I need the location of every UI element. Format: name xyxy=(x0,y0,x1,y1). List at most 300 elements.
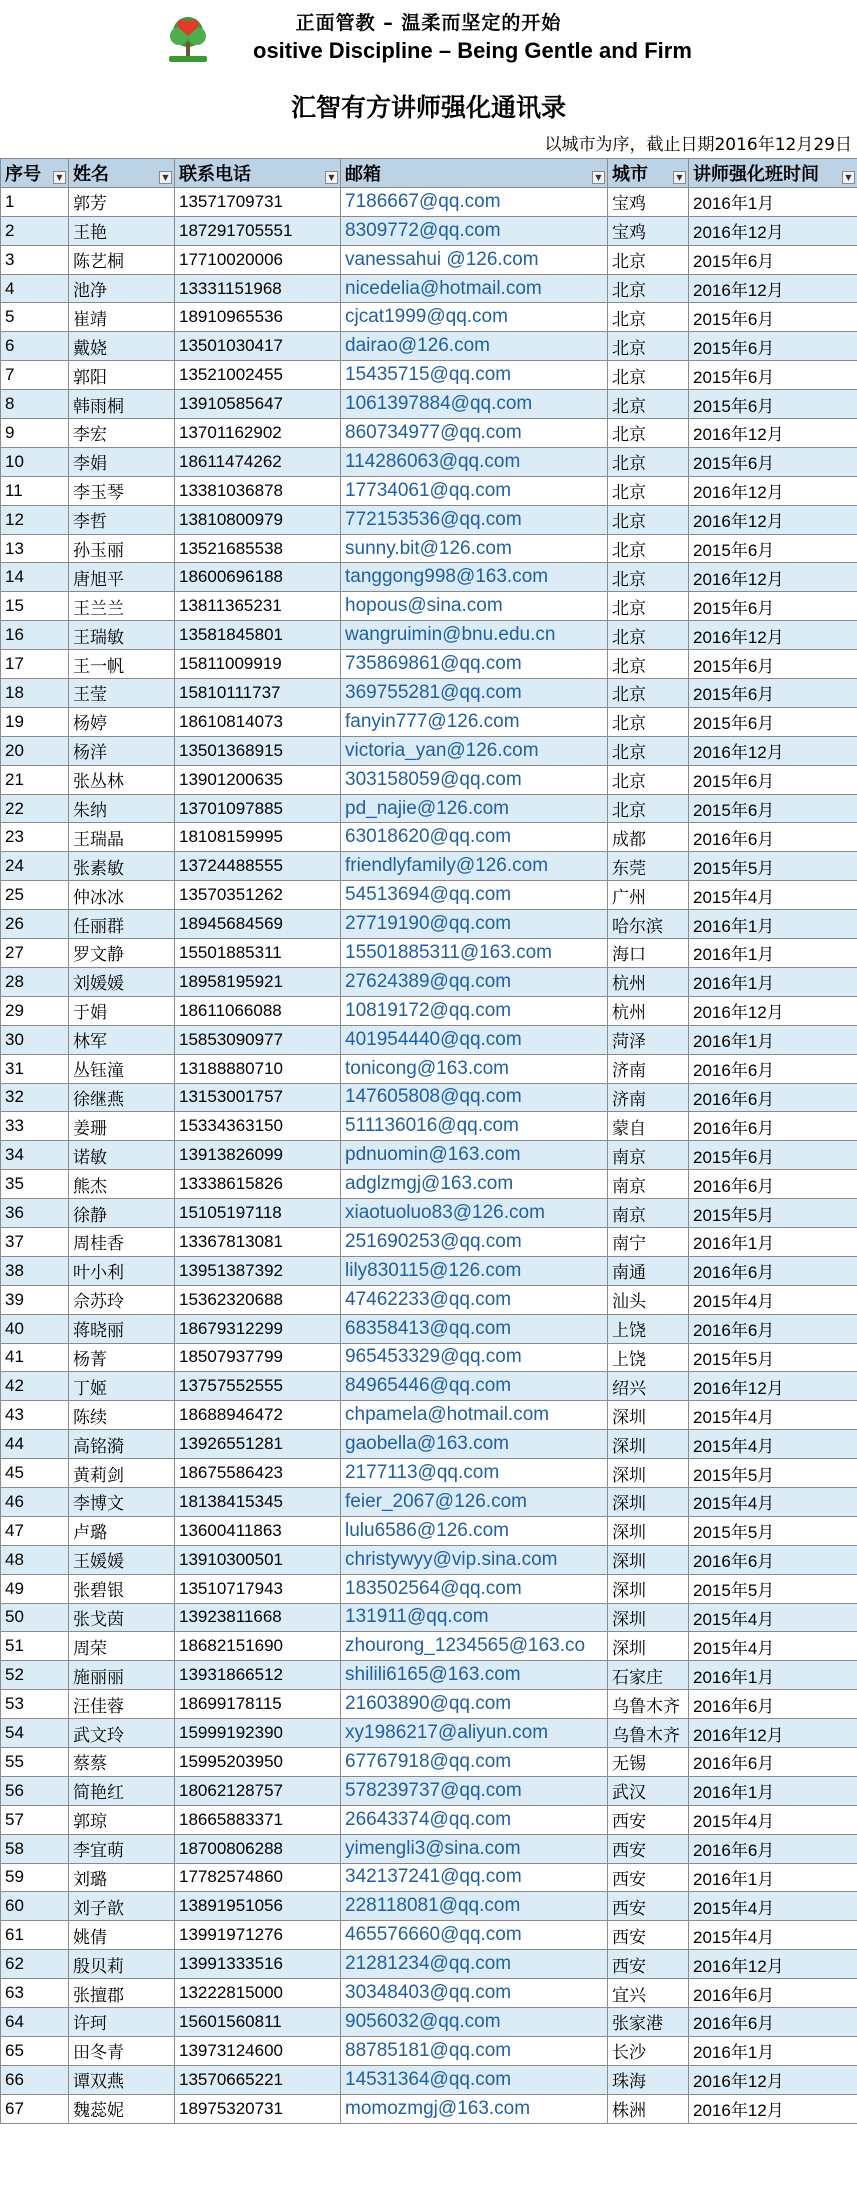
cell-email[interactable]: 15435715@qq.com xyxy=(341,361,608,390)
cell-phone: 13521685538 xyxy=(175,534,341,563)
cell-name: 卢璐 xyxy=(69,1516,175,1545)
cell-email[interactable]: zhourong_1234565@163.co xyxy=(341,1632,608,1661)
cell-phone: 13153001757 xyxy=(175,1083,341,1112)
cell-phone: 18688946472 xyxy=(175,1401,341,1430)
cell-email[interactable]: 84965446@qq.com xyxy=(341,1372,608,1401)
contact-table xyxy=(0,158,857,2124)
cell-class-date: 2015年6月 xyxy=(689,534,857,563)
table-row xyxy=(1,1776,857,1805)
cell-index: 20 xyxy=(1,736,69,765)
cell-name: 汪佳蓉 xyxy=(69,1690,175,1719)
cell-index: 18 xyxy=(1,679,69,708)
cell-class-date: 2015年5月 xyxy=(689,1516,857,1545)
filter-dropdown-icon[interactable]: ▼ xyxy=(842,171,855,184)
cell-email[interactable]: 342137241@qq.com xyxy=(341,1863,608,1892)
cell-city: 北京 xyxy=(608,505,689,534)
cell-phone: 187291705551 xyxy=(175,216,341,245)
cell-phone: 13931866512 xyxy=(175,1661,341,1690)
cell-index: 62 xyxy=(1,1950,69,1979)
cell-name: 罗文静 xyxy=(69,939,175,968)
cell-city: 上饶 xyxy=(608,1314,689,1343)
cell-index: 58 xyxy=(1,1834,69,1863)
cell-class-date: 2015年4月 xyxy=(689,1892,857,1921)
cell-email[interactable]: vanessahui @126.com xyxy=(341,245,608,274)
cell-city: 深圳 xyxy=(608,1545,689,1574)
cell-email[interactable]: shilili6165@163.com xyxy=(341,1661,608,1690)
cell-city: 北京 xyxy=(608,419,689,448)
cell-name: 周荣 xyxy=(69,1632,175,1661)
table-row xyxy=(1,1199,857,1228)
cell-city: 深圳 xyxy=(608,1459,689,1488)
cell-name: 施丽丽 xyxy=(69,1661,175,1690)
cell-class-date: 2016年12月 xyxy=(689,1950,857,1979)
cell-index: 13 xyxy=(1,534,69,563)
table-row xyxy=(1,216,857,245)
cell-email[interactable]: 9056032@qq.com xyxy=(341,2008,608,2037)
cell-email[interactable]: 114286063@qq.com xyxy=(341,447,608,476)
cell-class-date: 2015年6月 xyxy=(689,707,857,736)
cell-city: 宝鸡 xyxy=(608,187,689,216)
cell-email[interactable]: 17734061@qq.com xyxy=(341,476,608,505)
cell-name: 张丛林 xyxy=(69,765,175,794)
cell-name: 姜珊 xyxy=(69,1112,175,1141)
table-row xyxy=(1,823,857,852)
cell-phone: 15334363150 xyxy=(175,1112,341,1141)
column-header-phone[interactable] xyxy=(175,159,341,188)
cell-class-date: 2015年6月 xyxy=(689,390,857,419)
cell-class-date: 2015年4月 xyxy=(689,1921,857,1950)
table-row xyxy=(1,592,857,621)
cell-index: 4 xyxy=(1,274,69,303)
header-title-en: ositive Discipline – Being Gentle and Firm xyxy=(253,38,692,63)
cell-index: 36 xyxy=(1,1199,69,1228)
cell-city: 北京 xyxy=(608,592,689,621)
cell-name: 杨婷 xyxy=(69,707,175,736)
cell-email[interactable]: chpamela@hotmail.com xyxy=(341,1401,608,1430)
cell-class-date: 2015年5月 xyxy=(689,1459,857,1488)
cell-class-date: 2016年12月 xyxy=(689,2065,857,2094)
filter-dropdown-icon[interactable]: ▼ xyxy=(159,171,172,184)
filter-dropdown-icon[interactable]: ▼ xyxy=(673,171,686,184)
cell-email[interactable]: momozmgj@163.com xyxy=(341,2094,608,2123)
cell-city: 北京 xyxy=(608,679,689,708)
cell-index: 42 xyxy=(1,1372,69,1401)
table-row xyxy=(1,1574,857,1603)
cell-name: 姚倩 xyxy=(69,1921,175,1950)
cell-city: 南宁 xyxy=(608,1227,689,1256)
cell-class-date: 2015年6月 xyxy=(689,361,857,390)
filter-dropdown-icon[interactable]: ▼ xyxy=(592,171,605,184)
cell-email[interactable]: 772153536@qq.com xyxy=(341,505,608,534)
cell-index: 44 xyxy=(1,1430,69,1459)
cell-index: 11 xyxy=(1,476,69,505)
table-row xyxy=(1,1314,857,1343)
cell-phone: 18679312299 xyxy=(175,1314,341,1343)
cell-city: 珠海 xyxy=(608,2065,689,2094)
cell-email[interactable]: 15501885311@163.com xyxy=(341,939,608,968)
cell-city: 北京 xyxy=(608,245,689,274)
cell-index: 10 xyxy=(1,447,69,476)
header-title-cn: 正面管教 – 温柔而坚定的开始 xyxy=(295,12,562,34)
cell-city: 杭州 xyxy=(608,967,689,996)
cell-city: 长沙 xyxy=(608,2036,689,2065)
table-row xyxy=(1,621,857,650)
table-row xyxy=(1,1921,857,1950)
cell-email[interactable]: cjcat1999@qq.com xyxy=(341,303,608,332)
table-row xyxy=(1,245,857,274)
cell-index: 48 xyxy=(1,1545,69,1574)
cell-index: 6 xyxy=(1,332,69,361)
cell-name: 黄莉剑 xyxy=(69,1459,175,1488)
table-row xyxy=(1,1430,857,1459)
cell-index: 35 xyxy=(1,1170,69,1199)
cell-email[interactable]: 578239737@qq.com xyxy=(341,1776,608,1805)
cell-email[interactable]: 860734977@qq.com xyxy=(341,419,608,448)
cell-name: 于娟 xyxy=(69,996,175,1025)
cell-email[interactable]: lulu6586@126.com xyxy=(341,1516,608,1545)
cell-phone: 13381036878 xyxy=(175,476,341,505)
cell-name: 李博文 xyxy=(69,1487,175,1516)
table-row xyxy=(1,765,857,794)
cell-email[interactable]: 251690253@qq.com xyxy=(341,1227,608,1256)
cell-name: 殷贝莉 xyxy=(69,1950,175,1979)
cell-phone: 18507937799 xyxy=(175,1343,341,1372)
cell-phone: 18675586423 xyxy=(175,1459,341,1488)
cell-index: 65 xyxy=(1,2036,69,2065)
cell-email[interactable]: 54513694@qq.com xyxy=(341,881,608,910)
cell-index: 14 xyxy=(1,563,69,592)
table-row xyxy=(1,1892,857,1921)
cell-class-date: 2016年1月 xyxy=(689,2036,857,2065)
cell-name: 叶小利 xyxy=(69,1256,175,1285)
cell-name: 李娟 xyxy=(69,447,175,476)
table-row xyxy=(1,1112,857,1141)
cell-name: 蒋晓丽 xyxy=(69,1314,175,1343)
cell-name: 刘璐 xyxy=(69,1863,175,1892)
cell-city: 东莞 xyxy=(608,852,689,881)
table-row xyxy=(1,1805,857,1834)
cell-city: 北京 xyxy=(608,274,689,303)
cell-name: 王莹 xyxy=(69,679,175,708)
column-label: 姓名 xyxy=(73,163,109,185)
cell-name: 丁姬 xyxy=(69,1372,175,1401)
table-row xyxy=(1,447,857,476)
cell-city: 石家庄 xyxy=(608,1661,689,1690)
cell-email[interactable]: 131911@qq.com xyxy=(341,1603,608,1632)
cell-city: 北京 xyxy=(608,447,689,476)
cell-name: 王兰兰 xyxy=(69,592,175,621)
cell-index: 21 xyxy=(1,765,69,794)
table-row xyxy=(1,187,857,216)
cell-phone: 18611474262 xyxy=(175,447,341,476)
table-row xyxy=(1,650,857,679)
cell-index: 29 xyxy=(1,996,69,1025)
cell-name: 丛钰潼 xyxy=(69,1054,175,1083)
table-row xyxy=(1,419,857,448)
cell-name: 李宏 xyxy=(69,419,175,448)
cell-class-date: 2015年6月 xyxy=(689,650,857,679)
table-row xyxy=(1,1690,857,1719)
cell-city: 绍兴 xyxy=(608,1372,689,1401)
cell-email[interactable]: friendlyfamily@126.com xyxy=(341,852,608,881)
cell-class-date: 2016年6月 xyxy=(689,1256,857,1285)
cell-name: 张碧银 xyxy=(69,1574,175,1603)
table-row xyxy=(1,534,857,563)
cell-email[interactable]: pd_najie@126.com xyxy=(341,794,608,823)
cell-phone: 13811365231 xyxy=(175,592,341,621)
cell-name: 熊杰 xyxy=(69,1170,175,1199)
cell-email[interactable]: 88785181@qq.com xyxy=(341,2036,608,2065)
cell-index: 12 xyxy=(1,505,69,534)
cell-phone: 13951387392 xyxy=(175,1256,341,1285)
cell-class-date: 2016年6月 xyxy=(689,1314,857,1343)
cell-email[interactable]: 401954440@qq.com xyxy=(341,1025,608,1054)
cell-name: 谭双燕 xyxy=(69,2065,175,2094)
cell-phone: 13810800979 xyxy=(175,505,341,534)
cell-city: 北京 xyxy=(608,361,689,390)
cell-class-date: 2016年12月 xyxy=(689,2094,857,2123)
cell-class-date: 2016年12月 xyxy=(689,621,857,650)
cell-class-date: 2015年4月 xyxy=(689,1285,857,1314)
cell-name: 李宜萌 xyxy=(69,1834,175,1863)
cell-email[interactable]: 68358413@qq.com xyxy=(341,1314,608,1343)
cell-email[interactable]: 47462233@qq.com xyxy=(341,1285,608,1314)
cell-index: 28 xyxy=(1,967,69,996)
cell-city: 广州 xyxy=(608,881,689,910)
cell-city: 深圳 xyxy=(608,1401,689,1430)
column-header-email[interactable] xyxy=(341,159,608,188)
cell-email[interactable]: 27719190@qq.com xyxy=(341,910,608,939)
cell-email[interactable]: 30348403@qq.com xyxy=(341,1979,608,2008)
cell-email[interactable]: sunny.bit@126.com xyxy=(341,534,608,563)
table-row xyxy=(1,1863,857,1892)
cell-email[interactable]: lily830115@126.com xyxy=(341,1256,608,1285)
table-row xyxy=(1,1170,857,1199)
cell-city: 成都 xyxy=(608,823,689,852)
cell-phone: 18665883371 xyxy=(175,1805,341,1834)
cell-class-date: 2016年6月 xyxy=(689,1545,857,1574)
cell-email[interactable]: 63018620@qq.com xyxy=(341,823,608,852)
table-body xyxy=(1,187,857,2123)
cell-email[interactable]: yimengli3@sina.com xyxy=(341,1834,608,1863)
cell-index: 23 xyxy=(1,823,69,852)
cell-phone: 15501885311 xyxy=(175,939,341,968)
cell-class-date: 2016年12月 xyxy=(689,505,857,534)
cell-name: 林军 xyxy=(69,1025,175,1054)
cell-email[interactable]: 465576660@qq.com xyxy=(341,1921,608,1950)
cell-city: 株洲 xyxy=(608,2094,689,2123)
cell-class-date: 2016年6月 xyxy=(689,1054,857,1083)
cell-email[interactable]: christywyy@vip.sina.com xyxy=(341,1545,608,1574)
cell-class-date: 2016年1月 xyxy=(689,187,857,216)
cell-email[interactable]: xy1986217@aliyun.com xyxy=(341,1719,608,1748)
cell-index: 15 xyxy=(1,592,69,621)
cell-index: 37 xyxy=(1,1227,69,1256)
cell-name: 简艳红 xyxy=(69,1776,175,1805)
cell-email[interactable]: 27624389@qq.com xyxy=(341,967,608,996)
cell-index: 46 xyxy=(1,1487,69,1516)
table-row xyxy=(1,1516,857,1545)
cell-phone: 13501368915 xyxy=(175,736,341,765)
cell-phone: 15362320688 xyxy=(175,1285,341,1314)
cell-index: 63 xyxy=(1,1979,69,2008)
cell-name: 徐静 xyxy=(69,1199,175,1228)
cell-email[interactable]: 21281234@qq.com xyxy=(341,1950,608,1979)
cell-city: 深圳 xyxy=(608,1487,689,1516)
page-header xyxy=(0,0,857,78)
cell-name: 韩雨桐 xyxy=(69,390,175,419)
cell-city: 蒙自 xyxy=(608,1112,689,1141)
cell-email[interactable]: pdnuomin@163.com xyxy=(341,1141,608,1170)
cell-class-date: 2015年5月 xyxy=(689,1343,857,1372)
filter-dropdown-icon[interactable]: ▼ xyxy=(325,171,338,184)
cell-phone: 13367813081 xyxy=(175,1227,341,1256)
cell-name: 郭阳 xyxy=(69,361,175,390)
cell-name: 池净 xyxy=(69,274,175,303)
cell-email[interactable]: 14531364@qq.com xyxy=(341,2065,608,2094)
cell-city: 南京 xyxy=(608,1199,689,1228)
cell-email[interactable]: 183502564@qq.com xyxy=(341,1574,608,1603)
cell-index: 53 xyxy=(1,1690,69,1719)
cell-phone: 13501030417 xyxy=(175,332,341,361)
cell-email[interactable]: hopous@sina.com xyxy=(341,592,608,621)
cell-email[interactable]: 228118081@qq.com xyxy=(341,1892,608,1921)
cell-phone: 18138415345 xyxy=(175,1487,341,1516)
cell-email[interactable]: wangruimin@bnu.edu.cn xyxy=(341,621,608,650)
cell-index: 64 xyxy=(1,2008,69,2037)
cell-email[interactable]: tonicong@163.com xyxy=(341,1054,608,1083)
cell-name: 刘子歆 xyxy=(69,1892,175,1921)
table-row xyxy=(1,1054,857,1083)
cell-index: 59 xyxy=(1,1863,69,1892)
cell-index: 51 xyxy=(1,1632,69,1661)
cell-email[interactable]: 147605808@qq.com xyxy=(341,1083,608,1112)
cell-email[interactable]: 1061397884@qq.com xyxy=(341,390,608,419)
cell-phone: 18910965536 xyxy=(175,303,341,332)
cell-email[interactable]: nicedelia@hotmail.com xyxy=(341,274,608,303)
table-row xyxy=(1,505,857,534)
cell-email[interactable]: 511136016@qq.com xyxy=(341,1112,608,1141)
cell-phone: 18600696188 xyxy=(175,563,341,592)
table-row xyxy=(1,1979,857,2008)
column-header-name[interactable] xyxy=(69,159,175,188)
table-row xyxy=(1,1661,857,1690)
table-row xyxy=(1,852,857,881)
cell-city: 济南 xyxy=(608,1083,689,1112)
column-header-index[interactable] xyxy=(1,159,69,188)
cell-email[interactable]: adglzmgj@163.com xyxy=(341,1170,608,1199)
cell-email[interactable]: 7186667@qq.com xyxy=(341,187,608,216)
cell-index: 19 xyxy=(1,707,69,736)
cell-name: 李玉琴 xyxy=(69,476,175,505)
column-header-city[interactable] xyxy=(608,159,689,188)
page-title: 汇智有方讲师强化通讯录 xyxy=(290,93,566,122)
cell-phone: 17710020006 xyxy=(175,245,341,274)
cell-email[interactable]: 26643374@qq.com xyxy=(341,1805,608,1834)
cell-email[interactable]: xiaotuoluo83@126.com xyxy=(341,1199,608,1228)
cell-phone: 18700806288 xyxy=(175,1834,341,1863)
filter-dropdown-icon[interactable]: ▼ xyxy=(53,171,66,184)
cell-name: 高铭漪 xyxy=(69,1430,175,1459)
cell-phone: 15999192390 xyxy=(175,1719,341,1748)
cell-class-date: 2015年6月 xyxy=(689,679,857,708)
cell-email[interactable]: 10819172@qq.com xyxy=(341,996,608,1025)
cell-city: 乌鲁木齐 xyxy=(608,1719,689,1748)
cell-city: 西安 xyxy=(608,1892,689,1921)
cell-email[interactable]: 2177113@qq.com xyxy=(341,1459,608,1488)
cell-name: 刘媛媛 xyxy=(69,967,175,996)
cell-email[interactable]: victoria_yan@126.com xyxy=(341,736,608,765)
cell-class-date: 2016年1月 xyxy=(689,1776,857,1805)
cell-city: 海口 xyxy=(608,939,689,968)
table-row xyxy=(1,2008,857,2037)
cell-email[interactable]: 369755281@qq.com xyxy=(341,679,608,708)
cell-phone: 13188880710 xyxy=(175,1054,341,1083)
cell-phone: 13331151968 xyxy=(175,274,341,303)
column-header-class-date[interactable] xyxy=(689,159,857,188)
cell-index: 24 xyxy=(1,852,69,881)
cell-email[interactable]: dairao@126.com xyxy=(341,332,608,361)
cell-email[interactable]: gaobella@163.com xyxy=(341,1430,608,1459)
cell-name: 朱纳 xyxy=(69,794,175,823)
cell-phone: 13724488555 xyxy=(175,852,341,881)
cell-phone: 18699178115 xyxy=(175,1690,341,1719)
cell-index: 3 xyxy=(1,245,69,274)
column-label: 邮箱 xyxy=(345,163,381,185)
cell-city: 深圳 xyxy=(608,1430,689,1459)
cell-email[interactable]: 8309772@qq.com xyxy=(341,216,608,245)
cell-city: 无锡 xyxy=(608,1747,689,1776)
cell-phone: 13901200635 xyxy=(175,765,341,794)
table-row xyxy=(1,1834,857,1863)
cell-name: 郭芳 xyxy=(69,187,175,216)
cell-class-date: 2016年1月 xyxy=(689,1863,857,1892)
cell-class-date: 2015年4月 xyxy=(689,1487,857,1516)
cell-class-date: 2016年12月 xyxy=(689,476,857,505)
cell-city: 杭州 xyxy=(608,996,689,1025)
cell-index: 52 xyxy=(1,1661,69,1690)
cell-name: 崔靖 xyxy=(69,303,175,332)
cell-phone: 18682151690 xyxy=(175,1632,341,1661)
cell-email[interactable]: feier_2067@126.com xyxy=(341,1487,608,1516)
cell-phone: 18062128757 xyxy=(175,1776,341,1805)
cell-email[interactable]: 303158059@qq.com xyxy=(341,765,608,794)
cell-phone: 15601560811 xyxy=(175,2008,341,2037)
cell-email[interactable]: 67767918@qq.com xyxy=(341,1747,608,1776)
cell-index: 22 xyxy=(1,794,69,823)
cell-index: 7 xyxy=(1,361,69,390)
cell-class-date: 2015年4月 xyxy=(689,881,857,910)
cell-city: 北京 xyxy=(608,303,689,332)
cell-phone: 13701162902 xyxy=(175,419,341,448)
page-subtitle: 以城市为序，截止日期2016年12月29日 xyxy=(544,135,852,155)
cell-class-date: 2015年4月 xyxy=(689,1805,857,1834)
cell-class-date: 2015年6月 xyxy=(689,1141,857,1170)
cell-name: 武文玲 xyxy=(69,1719,175,1748)
cell-email[interactable]: 735869861@qq.com xyxy=(341,650,608,679)
table-row xyxy=(1,707,857,736)
cell-class-date: 2015年6月 xyxy=(689,332,857,361)
cell-phone: 18945684569 xyxy=(175,910,341,939)
cell-index: 33 xyxy=(1,1112,69,1141)
table-row xyxy=(1,996,857,1025)
cell-email[interactable]: fanyin777@126.com xyxy=(341,707,608,736)
table-row xyxy=(1,361,857,390)
cell-email[interactable]: tanggong998@163.com xyxy=(341,563,608,592)
cell-city: 汕头 xyxy=(608,1285,689,1314)
cell-email[interactable]: 21603890@qq.com xyxy=(341,1690,608,1719)
cell-email[interactable]: 965453329@qq.com xyxy=(341,1343,608,1372)
